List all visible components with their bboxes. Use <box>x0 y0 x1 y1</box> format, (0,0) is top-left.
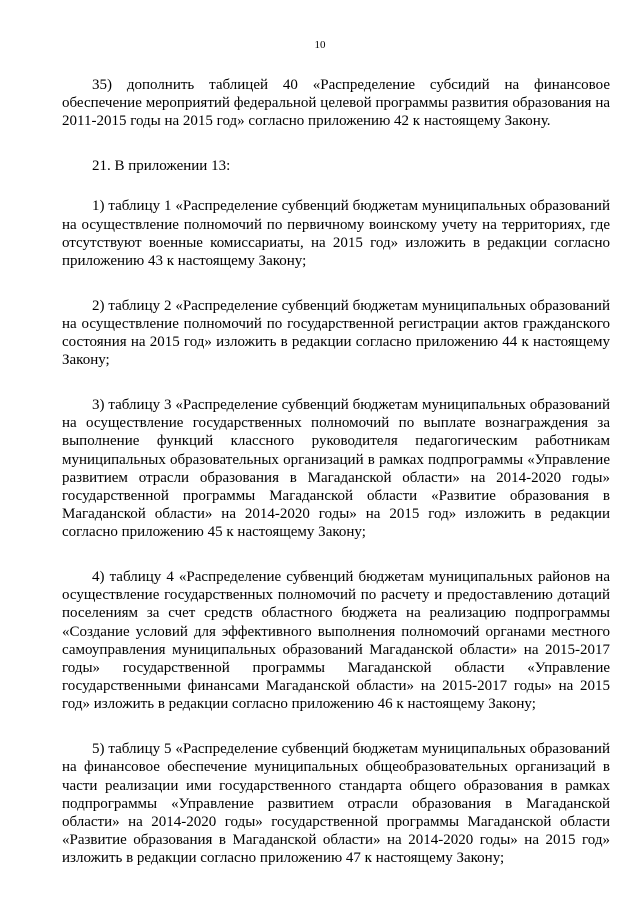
paragraph-item-3: 3) таблицу 3 «Распределение субвенций бюджетам муниципальных образований на осуществление государственных полномочий по выплате вознаграждения за выполнение функций классного руководителя педагогическим работникам муниципальных образовательных организаций в рамках подпрограммы «Управление развитием отрасли образования в Магаданской области» на 2014-2020 годы» государственной программы Магаданской области «Развитие образования в Магаданской области» на 2014-2020 годы» на 2015 год» изложить в редакции согласно приложению 45 к настоящему Закону; <box>62 396 610 541</box>
paragraph-item-2: 2) таблицу 2 «Распределение субвенций бюджетам муниципальных образований на осуществление полномочий по государственной регистрации актов гражданского состояния на 2015 год» изложить в редакции согласно приложению 44 к настоящему Закону; <box>62 297 610 369</box>
paragraph-item-4: 4) таблицу 4 «Распределение субвенций бюджетам муниципальных районов на осуществление государственных полномочий по расчету и предоставлению дотаций поселениям за счет средств областного бюджета на реализацию подпрограммы «Создание условий для эффективного выполнения полномочий органами местного самоуправления муниципальных образований Магаданской области» на 2015-2017 годы» государственной программы Магаданской области «Управление государственными финансами Магаданской области» на 2015-2017 годы» на 2015 год» изложить в редакции согласно приложению 46 к настоящему Закону; <box>62 569 610 713</box>
paragraph-item-1: 1) таблицу 1 «Распределение субвенций бюджетам муниципальных образований на осуществление полномочий по первичному воинскому учету на территориях, где отсутствуют военные комиссариаты, на 2015 год» изложить в редакции согласно приложению 43 к настоящему Закону; <box>62 198 610 269</box>
paragraph-item-35: 35) дополнить таблицей 40 «Распределение субсидий на финансовое обеспечение мероприятий федеральной целевой программы развития образования на 2011-2015 годы на 2015 год» согласно приложению 42 к настоящему Закону. <box>62 77 610 130</box>
document-body <box>62 76 610 894</box>
paragraph-section-21: 21. В приложении 13: <box>92 158 231 175</box>
page-number: 10 <box>314 39 326 51</box>
paragraph-item-5: 5) таблицу 5 «Распределение субвенций бюджетам муниципальных образований на финансовое обеспечение муниципальных общеобразовательных организаций в части реализации ими государственного стандарта общего образования в рамках подпрограммы «Управление развитием отрасли образования в Магаданской области» на 2014-2020 годы» государственной программы Магаданской области «Развитие образования в Магаданской области» на 2014-2020 годы» на 2015 год» изложить в редакции согласно приложению 47 к настоящему Закону; <box>62 741 610 867</box>
